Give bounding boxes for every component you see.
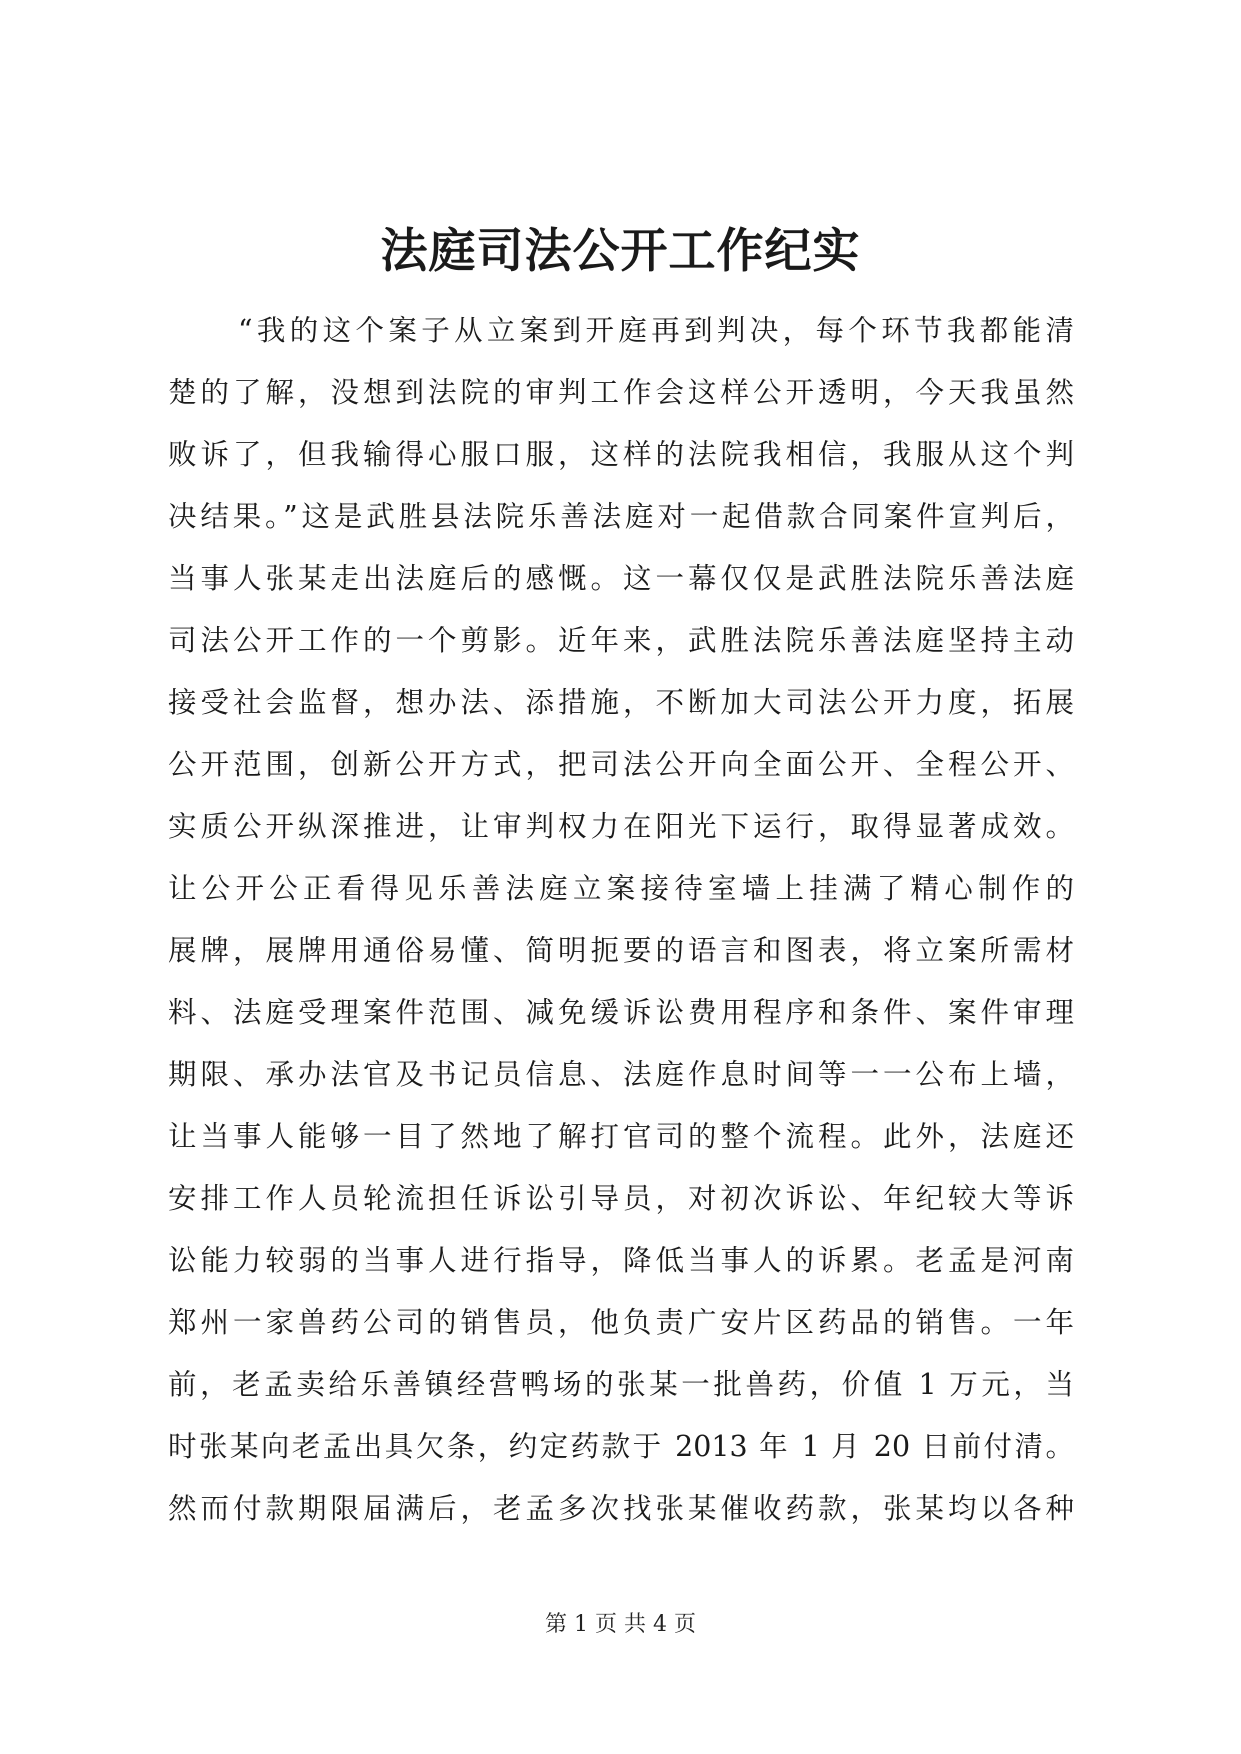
body-line: 实质公开纵深推进，让审判权力在阳光下运行，取得显著成效。 (168, 810, 1074, 843)
body-line: 让当事人能够一目了然地了解打官司的整个流程。此外，法庭还 (168, 1120, 1074, 1153)
body-line: 让公开公正看得见乐善法庭立案接待室墙上挂满了精心制作的 (168, 872, 1074, 905)
body-line: 讼能力较弱的当事人进行指导，降低当事人的诉累。老孟是河南 (168, 1244, 1074, 1277)
body-line: 期限、承办法官及书记员信息、法庭作息时间等一一公布上墙， (168, 1058, 1074, 1091)
body-line: 接受社会监督，想办法、添措施，不断加大司法公开力度，拓展 (168, 686, 1074, 719)
body-line: 决结果。”这是武胜县法院乐善法庭对一起借款合同案件宣判后， (168, 500, 1074, 533)
document-body (168, 300, 1074, 1540)
body-line: 料、法庭受理案件范围、减免缓诉讼费用程序和条件、案件审理 (168, 996, 1074, 1029)
body-line: 安排工作人员轮流担任诉讼引导员，对初次诉讼、年纪较大等诉 (168, 1182, 1074, 1215)
body-line: 郑州一家兽药公司的销售员，他负责广安片区药品的销售。一年 (168, 1306, 1074, 1339)
body-line: 公开范围，创新公开方式，把司法公开向全面公开、全程公开、 (168, 748, 1074, 781)
page-total: 共 4 页 (624, 1612, 696, 1637)
body-line: 楚的了解，没想到法院的审判工作会这样公开透明，今天我虽然 (168, 376, 1074, 409)
body-line: 当事人张某走出法庭后的感慨。这一幕仅仅是武胜法院乐善法庭 (168, 562, 1074, 595)
body-line: 败诉了，但我输得心服口服，这样的法院我相信，我服从这个判 (168, 438, 1074, 471)
body-line: 司法公开工作的一个剪影。近年来，武胜法院乐善法庭坚持主动 (168, 624, 1074, 657)
body-line: 然而付款期限届满后，老孟多次找张某催收药款，张某均以各种 (168, 1492, 1074, 1525)
body-line: 展牌，展牌用通俗易懂、简明扼要的语言和图表，将立案所需材 (168, 934, 1074, 967)
body-line: 前，老孟卖给乐善镇经营鸭场的张某一批兽药，价值 1 万元，当 (168, 1368, 1074, 1401)
document-title: 法庭司法公开工作纪实 (380, 224, 861, 279)
page-footer (0, 1610, 1241, 1640)
body-line: “我的这个案子从立案到开庭再到判决，每个环节我都能清 (238, 314, 1074, 347)
body-line: 时张某向老孟出具欠条，约定药款于 2013 年 1 月 20 日前付清。 (168, 1430, 1074, 1463)
page-number: 第 1 页 (545, 1612, 617, 1637)
